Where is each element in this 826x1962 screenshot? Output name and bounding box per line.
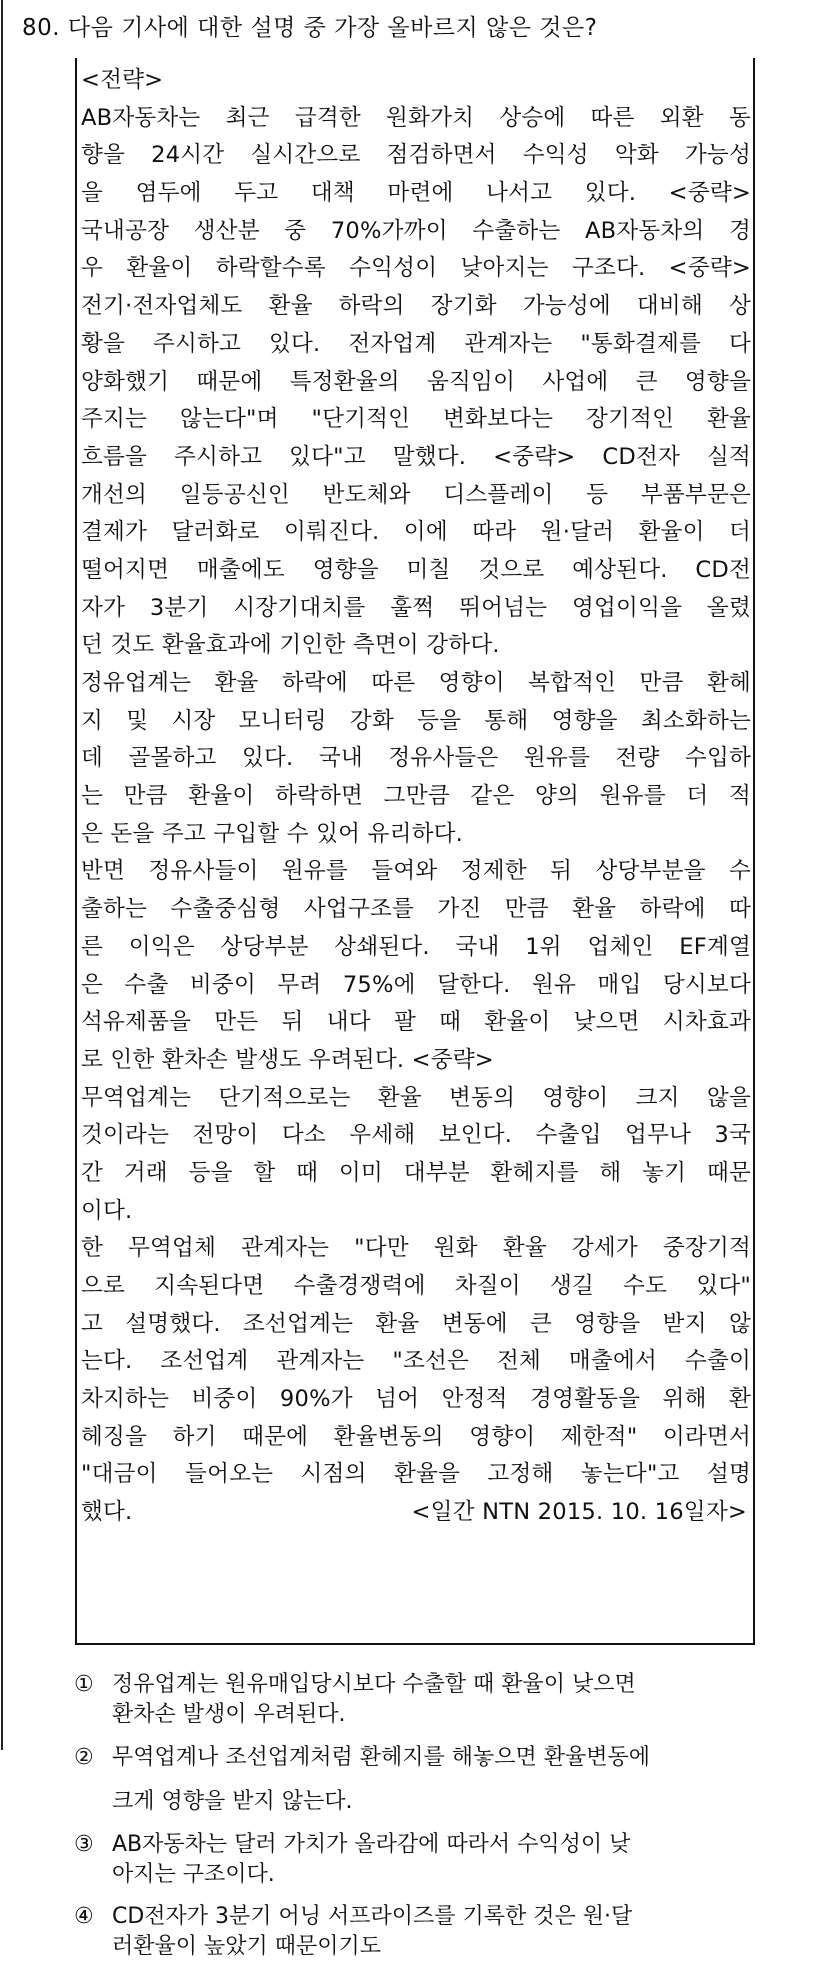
article-line: <전략> [81, 67, 164, 93]
option-text [112, 1743, 762, 1817]
article-line: 주지는 않는다"며 "단기적인 변화보다는 장기적인 환율 [81, 406, 751, 433]
option-line: 환차손 발생이 우려된다. [112, 1702, 346, 1727]
page-left-rule-lower [1, 1660, 3, 1750]
option-line: 크게 영향을 받지 않는다. [112, 1789, 353, 1814]
article-closing-text: 했다. [81, 1499, 133, 1526]
article-line: "대금이 들어오는 시점의 환율을 고정해 놓는다"고 설명 [81, 1461, 751, 1488]
article-line: 결제가 달러화로 이뤄진다. 이에 따라 원·달러 환율이 더 [81, 519, 751, 546]
article-line: 국내공장 생산분 중 70%가까이 수출하는 AB자동차의 경 [81, 217, 751, 244]
article-line: 른 이익은 상당부분 상쇄된다. 국내 1위 업체인 EF계열 [81, 933, 751, 960]
article-line: 는다. 조선업계 관계자는 "조선은 전체 매출에서 수출이 [81, 1348, 751, 1375]
article-line: 데 골몰하고 있다. 국내 정유사들은 원유를 전량 수입하 [81, 745, 751, 772]
article-line: 으로 지속된다면 수출경쟁력에 차질이 생길 수도 있다" [81, 1273, 751, 1299]
option-text [112, 1902, 762, 1962]
option-line: AB자동차는 달러 가치가 올라감에 따라서 수익성이 낮 [112, 1832, 631, 1857]
article-line: 을 염두에 두고 대책 마련에 나서고 있다. <중략> [81, 180, 751, 207]
article-line: 반면 정유사들이 원유를 들여와 정제한 뒤 상당부분을 수 [81, 858, 751, 885]
article-line: 양화했기 때문에 특정환율의 움직임이 사업에 큰 영향을 [81, 368, 751, 395]
option-number: ③ [74, 1832, 94, 1857]
article-line: 은 돈을 주고 구입할 수 있어 유리하다. [81, 820, 464, 847]
question-text: 다음 기사에 대한 설명 중 가장 올바르지 않은 것은? [67, 15, 598, 41]
article-line: 는 만큼 환율이 하락하면 그만큼 같은 양의 원유를 더 적 [81, 783, 751, 810]
article-line: 차지하는 비중이 90%가 넘어 안정적 경영활동을 위해 환 [81, 1386, 751, 1413]
article-line: 개선의 일등공신인 반도체와 디스플레이 등 부품부문은 [81, 481, 751, 508]
article-line: 우 환율이 하락할수록 수익성이 낮아지는 구조다. <중략> [81, 255, 751, 282]
article-line: 자가 3분기 시장기대치를 훌쩍 뛰어넘는 영업이익을 올렸 [81, 594, 751, 621]
article-line: 은 수출 비중이 무려 75%에 달한다. 원유 매입 당시보다 [81, 971, 751, 998]
article-line: 석유제품을 만든 뒤 내다 팔 때 환율이 낮으면 시차효과 [81, 1009, 751, 1036]
page-left-rule [1, 0, 3, 1660]
article-source: <일간 NTN 2015. 10. 16일자> [411, 1499, 747, 1526]
article-line: 간 거래 등을 할 때 이미 대부분 환헤지를 해 놓기 때문 [81, 1159, 751, 1186]
article-line: AB자동차는 최근 급격한 원화가치 상승에 따른 외환 동 [81, 104, 751, 131]
article-line: 정유업계는 환율 하락에 따른 영향이 복합적인 만큼 환헤 [81, 670, 751, 696]
option-line: 무역업계나 조선업계처럼 환헤지를 해놓으면 환율변동에 [112, 1745, 651, 1770]
article-last-line [81, 1494, 751, 1532]
article-line: 이다. [81, 1197, 133, 1224]
article-line: 고 설명했다. 조선업계는 환율 변동에 큰 영향을 받지 않 [81, 1310, 751, 1337]
article-line: 떨어지면 매출에도 영향을 미칠 것으로 예상된다. CD전 [81, 556, 751, 583]
article-line: 향을 24시간 실시간으로 점검하면서 수익성 악화 가능성 [81, 142, 751, 169]
option-line: CD전자가 3분기 어닝 서프라이즈를 기록한 것은 원·달 [112, 1904, 633, 1929]
question-number: 80. [22, 15, 61, 41]
option-line: 러환율이 높았기 때문이기도 [112, 1934, 382, 1959]
option-text [112, 1670, 762, 1730]
article-line: 무역업계는 단기적으로는 환율 변동의 영향이 크지 않을 [81, 1084, 751, 1111]
article-line: 한 무역업체 관계자는 "다만 원화 환율 강세가 중장기적 [81, 1235, 751, 1262]
article-line: 헤징을 하기 때문에 환율변동의 영향이 제한적" 이라면서 [81, 1423, 751, 1450]
option-number: ① [74, 1672, 94, 1697]
article-text [81, 62, 751, 1532]
article-line: 것이라는 전망이 다소 우세해 보인다. 수출입 업무나 3국 [81, 1122, 751, 1149]
article-line: 전기·전자업체도 환율 하락의 장기화 가능성에 대비해 상 [81, 293, 751, 320]
option-text [112, 1830, 762, 1890]
article-line: 로 인한 환차손 발생도 우려된다. <중략> [81, 1046, 494, 1073]
article-line: 지 및 시장 모니터링 강화 등을 통해 영향을 최소화하는 [81, 707, 751, 734]
article-line: 흐름을 주시하고 있다"고 말했다. <중략> CD전자 실적 [81, 443, 751, 470]
option-line: 아지는 구조이다. [112, 1862, 275, 1887]
article-line: 출하는 수출중심형 사업구조를 가진 만큼 환율 하락에 따 [81, 896, 751, 923]
article-line: 던 것도 환율효과에 기인한 측면이 강하다. [81, 632, 500, 659]
option-number: ② [74, 1745, 94, 1770]
option-number: ④ [74, 1904, 94, 1929]
question-heading [22, 10, 597, 46]
option-line: 정유업계는 원유매입당시보다 수출할 때 환율이 낮으면 [112, 1672, 636, 1697]
article-line: 황을 주시하고 있다. 전자업계 관계자는 "통화결제를 다 [81, 330, 751, 357]
